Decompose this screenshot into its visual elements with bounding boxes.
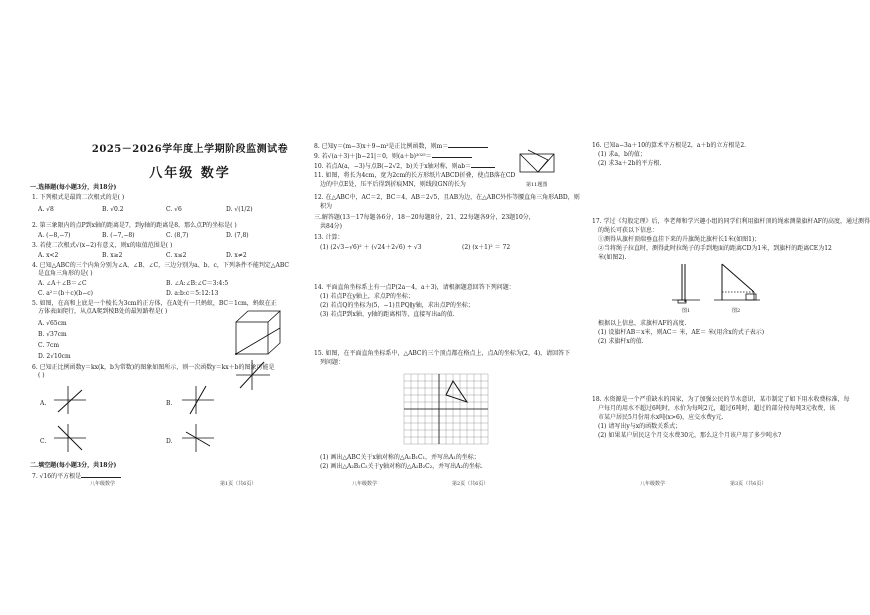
q4-option-a: A. ∠A＋∠B＝∠C [38, 280, 87, 287]
question-2: 2. 第三象限内的点P到x轴的距离是7，到y轴的距离是8，那么点P的坐标是( ) [32, 222, 237, 229]
question-12-cont: 积为 [320, 203, 333, 210]
question-1: 1. 下列根式是最简二次根式的是( ) [32, 194, 125, 201]
question-16-part-2: (2) 求3a＋2b的平方根. [598, 160, 662, 167]
footer-page-number: 第1页（共6页） [220, 481, 257, 487]
question-17-part-1: (1) 设旗杆AB＝x米，则AC＝ 米，AE＝ 米(用含x的式子表示) [598, 329, 765, 336]
flagpole-figure-2 [714, 262, 760, 306]
q3-option-a: A. x<2 [38, 252, 59, 259]
q6-option-c: C. [40, 438, 47, 445]
q6-option-d-graph [180, 422, 216, 454]
cube-figure [234, 308, 284, 356]
question-12: 12. 在△ABC中，AC＝2，BC＝4，AB＝2√5，且AB为边，在△ABC外作等腰直角三角形ABD，则 [314, 194, 580, 201]
q1-option-a: A. √8 [38, 206, 54, 213]
question-4: 4. 已知△ABC的三个内角分别为∠A、∠B、∠C，三边分别为a、b、c，下列条件不能判定△ABC [32, 262, 289, 269]
q2-option-b: B. (−7,−8) [102, 232, 135, 239]
question-18-part-1: (1) 请写出y与x的函数关系式； [598, 423, 682, 430]
q11-caption: 第11题图 [526, 182, 548, 188]
q5-option-c: C. 7cm [38, 342, 60, 349]
q6-option-d: D. [166, 438, 173, 445]
question-17-cont-3: ②当将绳子拉直时，测得此时拉绳子的手到地面的距离CD为1米，到旗杆的距离CE为12 [598, 245, 832, 252]
question-11: 11. 如图，将长为4cm，宽为2cm的长方形纸片ABCD折叠，使点B落在CD [314, 172, 516, 179]
q2-option-d: D. (7,8) [226, 232, 249, 239]
q1-option-c: C. √6 [166, 206, 182, 213]
q3-option-c: C. x≤2 [166, 252, 187, 259]
question-4-cont: 是直角三角形的是( ) [38, 270, 93, 277]
question-17-cont-1: 的绳长可获以下信息： [598, 227, 659, 234]
q15-coordinate-grid [398, 368, 488, 448]
q11-figure [518, 150, 558, 178]
q2-option-a: A. (−8,−7) [38, 232, 71, 239]
figure-1-caption: 图1 [682, 308, 691, 314]
question-14: 14. 平面直角坐标系上有一点P(2a－4，a＋3)，请根据题意回答下列问题： [314, 284, 515, 291]
page-2 [312, 128, 580, 494]
footer-page-number: 第2页（共6页） [452, 481, 489, 487]
question-13: 13. 计算： [314, 234, 344, 241]
question-3: 3. 若使二次根式√(x−2)有意义，则x的取值范围是( ) [32, 242, 173, 249]
section-answer-heading-cont: 共84分) [320, 223, 342, 230]
exam-subtitle: 八年级 数学 [149, 166, 231, 181]
question-14-part-2: (2) 若点Q的坐标为(5，−1)且PQ∥y轴，求出点P的坐标； [320, 302, 474, 309]
question-9: 9. 若√(a＋3)＋|b−21|＝0，则(a＋b)²⁰²⁵＝ [314, 152, 472, 160]
question-16-part-1: (1) 求a，b的值； [598, 151, 646, 158]
question-17-cont-4: 米(如图2). [598, 254, 627, 261]
question-18: 18. 水资源是一个严重缺水的国家，为了加强公民的节水意识，某市制定了如下用水收费标准，每 [592, 396, 850, 403]
question-11-cont: 边的中点E处，压平后得到折痕MN，则线段GN的长为 [320, 181, 466, 188]
question-10: 10. 若点A(a，−3)与点B(−2√2，b)关于x轴对称，则ab＝ [314, 162, 495, 170]
question-6: 6. 已知正比例函数y＝kx(k，b为常数)的图象如图所示，则一次函数y＝kx＋b的图象可能是 [32, 364, 275, 371]
q1-option-d: D. √(1/2) [226, 206, 253, 213]
question-17-cont-2: ①测得从旗杆顶端垂直挂下来的升旗绳比旗杆长1米(如图1)； [598, 236, 761, 243]
footer-subject: 八年级数学 [352, 481, 378, 487]
question-15-cont: 列问题： [320, 359, 345, 366]
question-15-part-2: (2) 画出△A₂B₂C₂关于y轴对称的△A₂B₂C₂，并写出A₂的坐标. [320, 463, 483, 470]
question-18-cont-2: 市某户居民5月份用水x吨(x>6)，应交水费y元. [598, 414, 724, 421]
q6-option-a-graph [52, 384, 88, 416]
question-7: 7. √16的平方根是 [32, 472, 121, 480]
exam-title: 2025－2026学年度上学期阶段监测试卷 [91, 144, 289, 155]
question-14-part-1: (1) 若点P在y轴上，求点P的坐标； [320, 293, 414, 300]
q3-option-d: D. x≠2 [226, 252, 247, 259]
triangle-abc [446, 381, 467, 402]
q5-option-b: B. √37cm [38, 331, 67, 338]
q5-option-d: D. 2√10cm [38, 353, 71, 360]
question-15-part-1: (1) 画出△ABC关于x轴对称的△A₁B₁C₁，并写出A₁的坐标； [320, 454, 480, 461]
question-17-part-2: (2) 求旗杆x的值. [598, 338, 644, 345]
question-18-cont-1: 户每月的用水不超过6吨时，水价为每吨2元，超过6吨时，超过的部分按每吨3元收费，该 [598, 405, 836, 412]
page-3 [590, 128, 870, 494]
q4-option-b: B. ∠A:∠B:∠C＝3:4:5 [166, 280, 229, 287]
q6-option-a: A. [40, 400, 47, 407]
q5-option-a: A. √65cm [38, 320, 67, 327]
question-16: 16. 已知a−3a＋10的算术平方根是2，a＋b的立方根是2. [592, 142, 747, 149]
q3-option-b: B. x≥2 [102, 252, 123, 259]
question-8: 8. 已知y＝(m−3)x＋9−m²是正比例函数，则m＝ [314, 142, 488, 150]
q4-option-d: D. a:b:c＝5:12:13 [166, 290, 219, 297]
q6-option-b: B. [166, 400, 173, 407]
q6-option-c-graph [52, 422, 88, 454]
footer-page-number: 第3页（共6页） [730, 481, 767, 487]
q1-option-b: B. √0.2 [102, 206, 124, 213]
question-6-cont: ( ) [38, 372, 45, 379]
section-fill-heading: 二.填空题(每小题3分，共18分) [30, 462, 117, 469]
question-5: 5. 如图，在高和上底是一个棱长为3cm的正方体，在A处有一只蚂蚁，BC＝1cm，蚂蚁在正 [32, 300, 277, 307]
figure-2-caption: 图2 [732, 308, 741, 314]
question-18-part-2: (2) 如果某户居民这个月交水费30元，那么这个月该户用了多少吨水? [598, 432, 782, 439]
q6-given-graph [232, 358, 272, 392]
q4-option-c: C. a²＝(b＋c)(b−c) [38, 290, 93, 297]
question-17-cont-5: 根据以上信息，求旗杆AF的高度. [598, 320, 687, 327]
question-13-part-2: (2) (x＋1)² ＝ 72 [462, 244, 511, 251]
footer-subject: 八年级数学 [90, 481, 116, 487]
section-answer-heading: 三.解答题(13－17每题各6分，18－20每题8分，21、22每题各9分，23题10分， [314, 214, 535, 221]
q2-option-c: C. (8,7) [166, 232, 189, 239]
question-17: 17. 学过《勾股定理》后，李老师和学兴趣小组的同学们利用旗杆顶的绳索测量旗杆AF的高度，通过测得 [592, 218, 870, 225]
question-13-part-1: (1) (2√3−√6)² ＋ (√24＋2√6) ÷ √3 [320, 244, 422, 251]
section-choice-heading: 一.选择题(每小题3分，共18分) [30, 184, 117, 191]
question-14-part-3: (3) 若点P到x轴、y轴的距离相等，直接写出a的值. [320, 311, 455, 318]
flagpole-figure-1 [672, 262, 702, 306]
page-1 [30, 128, 298, 494]
question-5-cont: 方体表面爬行，从点A爬到棱B处的最短路程是( ) [38, 308, 168, 315]
question-15: 15. 如图，在平面直角坐标系中，△ABC的三个顶点都在格点上，点A的坐标为(2，4)，请回答下 [314, 350, 571, 357]
q6-option-b-graph [180, 384, 216, 416]
footer-subject: 八年级数学 [640, 481, 666, 487]
